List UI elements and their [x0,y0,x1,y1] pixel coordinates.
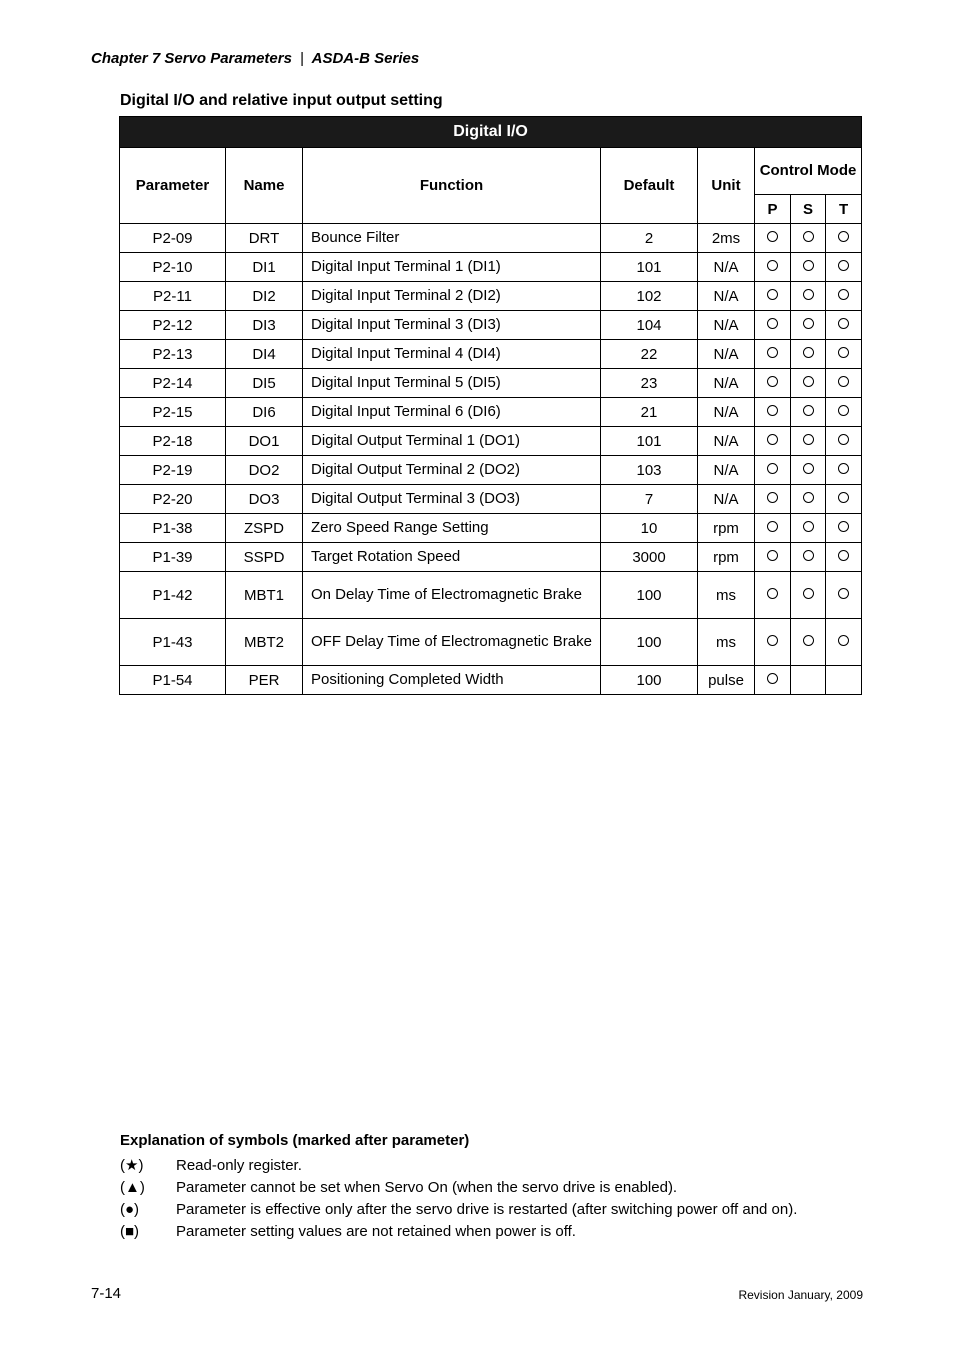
cell-name: DO3 [226,485,303,514]
cell-mode-s [791,311,826,340]
open-circle-icon [767,347,778,358]
open-circle-icon [803,231,814,242]
open-circle-icon [803,635,814,646]
legend-text: Parameter cannot be set when Servo On (when the servo drive is enabled). [176,1178,678,1196]
cell-mode-t [826,340,862,369]
cell-mode-s [791,340,826,369]
cell-parameter: P1-38 [120,514,226,543]
open-circle-icon [803,521,814,532]
cell-name: DO1 [226,427,303,456]
table-row [120,369,862,398]
cell-mode-s [791,666,826,695]
cell-parameter: P2-09 [120,224,226,253]
open-circle-icon [767,673,778,684]
cell-mode-t [826,666,862,695]
cell-name: SSPD [226,543,303,572]
cell-function: Zero Speed Range Setting [303,514,601,543]
open-circle-icon [767,231,778,242]
cell-unit: N/A [698,427,755,456]
cell-function: Digital Input Terminal 6 (DI6) [303,398,601,427]
cell-mode-t [826,485,862,514]
cell-mode-t [826,224,862,253]
cell-parameter: P2-19 [120,456,226,485]
open-circle-icon [838,260,849,271]
table-body [120,224,862,695]
digital-io-table [119,116,862,695]
cell-mode-p [755,485,791,514]
section-title: Digital I/O and relative input output setting [120,92,443,109]
cell-mode-t [826,369,862,398]
open-circle-icon [767,376,778,387]
cell-parameter: P2-12 [120,311,226,340]
cell-unit: rpm [698,543,755,572]
table-row [120,224,862,253]
cell-name: DI4 [226,340,303,369]
col-header-p: P [755,195,791,224]
cell-default: 22 [601,340,698,369]
cell-mode-t [826,572,862,619]
cell-parameter: P1-54 [120,666,226,695]
legend-text: Read-only register. [176,1156,302,1174]
cell-mode-p [755,224,791,253]
cell-mode-s [791,253,826,282]
cell-unit: N/A [698,398,755,427]
cell-unit: pulse [698,666,755,695]
cell-function: Digital Output Terminal 3 (DO3) [303,485,601,514]
cell-name: ZSPD [226,514,303,543]
cell-default: 100 [601,572,698,619]
cell-mode-p [755,253,791,282]
cell-name: DI3 [226,311,303,340]
cell-default: 3000 [601,543,698,572]
cell-mode-p [755,666,791,695]
legend-item [120,1198,797,1220]
cell-unit: N/A [698,253,755,282]
open-circle-icon [767,463,778,474]
open-circle-icon [803,376,814,387]
cell-mode-s [791,427,826,456]
col-header-t: T [826,195,862,224]
cell-mode-t [826,456,862,485]
cell-default: 2 [601,224,698,253]
cell-parameter: P1-39 [120,543,226,572]
open-circle-icon [767,318,778,329]
cell-unit: rpm [698,514,755,543]
filled-square-icon: (■) [120,1222,140,1240]
cell-mode-s [791,282,826,311]
cell-unit: 2ms [698,224,755,253]
cell-unit: N/A [698,485,755,514]
legend-item [120,1154,797,1176]
cell-mode-s [791,224,826,253]
open-circle-icon [838,550,849,561]
series-name: ASDA-B Series [311,50,420,67]
open-circle-icon [838,521,849,532]
cell-default: 100 [601,666,698,695]
open-circle-icon [803,405,814,416]
open-circle-icon [838,289,849,300]
cell-default: 102 [601,282,698,311]
cell-name: DI6 [226,398,303,427]
open-circle-icon [838,347,849,358]
cell-function: Digital Input Terminal 2 (DI2) [303,282,601,311]
cell-function: Digital Input Terminal 5 (DI5) [303,369,601,398]
col-header-parameter: Parameter [120,148,226,224]
open-circle-icon [803,463,814,474]
cell-unit: N/A [698,311,755,340]
cell-mode-s [791,369,826,398]
open-circle-icon [803,347,814,358]
open-circle-icon [803,260,814,271]
table-row [120,543,862,572]
open-circle-icon [838,492,849,503]
cell-mode-s [791,514,826,543]
cell-function: OFF Delay Time of Electromagnetic Brake [303,619,601,666]
cell-function: Bounce Filter [303,224,601,253]
page-number: 7-14 [91,1285,122,1302]
legend-title: Explanation of symbols (marked after parameter) [120,1132,470,1149]
open-circle-icon [838,635,849,646]
col-header-s: S [791,195,826,224]
open-circle-icon [838,318,849,329]
cell-default: 7 [601,485,698,514]
cell-function: Digital Input Terminal 1 (DI1) [303,253,601,282]
cell-mode-t [826,514,862,543]
cell-name: DI1 [226,253,303,282]
cell-function: Positioning Completed Width [303,666,601,695]
star-icon: (★) [120,1157,144,1174]
cell-default: 101 [601,253,698,282]
cell-mode-s [791,619,826,666]
col-header-unit: Unit [698,148,755,224]
cell-parameter: P2-18 [120,427,226,456]
cell-function: Digital Output Terminal 1 (DO1) [303,427,601,456]
open-circle-icon [767,588,778,599]
cell-default: 21 [601,398,698,427]
cell-mode-p [755,619,791,666]
open-circle-icon [767,260,778,271]
cell-name: DI2 [226,282,303,311]
cell-mode-t [826,543,862,572]
open-circle-icon [803,289,814,300]
cell-parameter: P2-10 [120,253,226,282]
open-circle-icon [838,376,849,387]
cell-mode-s [791,398,826,427]
cell-mode-t [826,619,862,666]
table-row [120,340,862,369]
cell-default: 23 [601,369,698,398]
open-circle-icon [803,588,814,599]
cell-name: MBT2 [226,619,303,666]
cell-parameter: P2-14 [120,369,226,398]
cell-mode-p [755,572,791,619]
table-row [120,398,862,427]
open-circle-icon [803,318,814,329]
cell-mode-s [791,485,826,514]
table-row [120,311,862,340]
page-header [91,50,419,67]
cell-mode-p [755,311,791,340]
cell-unit: N/A [698,340,755,369]
symbol-legend [120,1132,797,1242]
legend-text: Parameter is effective only after the servo drive is restarted (after switching power off and on). [176,1200,798,1218]
cell-parameter: P1-42 [120,572,226,619]
open-circle-icon [767,492,778,503]
legend-item [120,1220,797,1242]
cell-mode-p [755,456,791,485]
cell-parameter: P2-11 [120,282,226,311]
header-separator: | [300,50,305,67]
cell-mode-p [755,282,791,311]
open-circle-icon [838,463,849,474]
cell-mode-p [755,369,791,398]
table-row [120,572,862,619]
cell-default: 101 [601,427,698,456]
cell-mode-s [791,456,826,485]
cell-default: 104 [601,311,698,340]
cell-parameter: P1-43 [120,619,226,666]
col-header-function: Function [303,148,601,224]
cell-name: PER [226,666,303,695]
open-circle-icon [767,405,778,416]
cell-parameter: P2-15 [120,398,226,427]
legend-text: Parameter setting values are not retained when power is off. [176,1222,576,1240]
revision-note: Revision January, 2009 [738,1288,863,1302]
cell-function: Digital Output Terminal 2 (DO2) [303,456,601,485]
filled-circle-icon: (●) [120,1200,140,1218]
table-banner: Digital I/O [120,117,862,148]
cell-mode-t [826,398,862,427]
cell-mode-t [826,282,862,311]
cell-mode-t [826,427,862,456]
cell-mode-p [755,427,791,456]
cell-mode-p [755,543,791,572]
col-header-default: Default [601,148,698,224]
table-row [120,666,862,695]
cell-unit: N/A [698,369,755,398]
open-circle-icon [767,289,778,300]
chapter-title: Chapter 7 Servo Parameters [91,50,292,67]
table-row [120,456,862,485]
cell-mode-s [791,572,826,619]
open-circle-icon [803,434,814,445]
open-circle-icon [767,521,778,532]
col-header-control-mode: Control Mode [755,148,862,195]
open-circle-icon [838,588,849,599]
cell-function: On Delay Time of Electromagnetic Brake [303,572,601,619]
open-circle-icon [838,231,849,242]
table-row [120,514,862,543]
cell-parameter: P2-20 [120,485,226,514]
table-row [120,485,862,514]
cell-default: 103 [601,456,698,485]
cell-mode-p [755,340,791,369]
cell-name: MBT1 [226,572,303,619]
cell-function: Digital Input Terminal 4 (DI4) [303,340,601,369]
open-circle-icon [838,405,849,416]
cell-default: 10 [601,514,698,543]
cell-mode-t [826,311,862,340]
cell-function: Target Rotation Speed [303,543,601,572]
open-circle-icon [803,492,814,503]
cell-unit: ms [698,619,755,666]
open-circle-icon [838,434,849,445]
cell-mode-t [826,253,862,282]
cell-function: Digital Input Terminal 3 (DI3) [303,311,601,340]
cell-name: DI5 [226,369,303,398]
col-header-name: Name [226,148,303,224]
cell-name: DO2 [226,456,303,485]
open-circle-icon [767,550,778,561]
triangle-icon: (▲) [120,1178,145,1196]
table-row [120,282,862,311]
cell-mode-p [755,398,791,427]
table-row [120,253,862,282]
cell-unit: ms [698,572,755,619]
open-circle-icon [803,550,814,561]
cell-name: DRT [226,224,303,253]
cell-mode-p [755,514,791,543]
table-row [120,427,862,456]
open-circle-icon [767,635,778,646]
open-circle-icon [767,434,778,445]
cell-default: 100 [601,619,698,666]
legend-item [120,1176,797,1198]
cell-unit: N/A [698,456,755,485]
cell-mode-s [791,543,826,572]
table-row [120,619,862,666]
cell-unit: N/A [698,282,755,311]
cell-parameter: P2-13 [120,340,226,369]
